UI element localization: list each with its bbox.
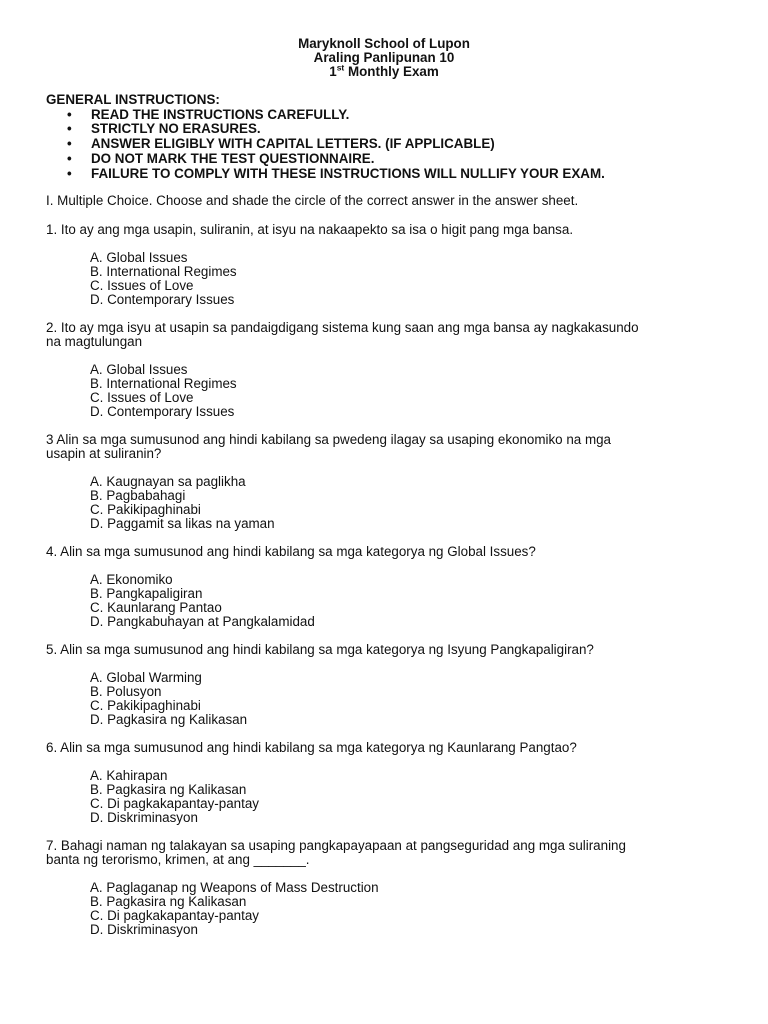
question-stem: 4. Alin sa mga sumusunod ang hindi kabilang sa mga kategorya ng Global Issues? xyxy=(46,544,536,559)
choice-a: A. Kahirapan xyxy=(90,768,168,783)
question-stem: 2. Ito ay mga isyu at usapin sa pandaigdigang sistema kung saan ang mga bansa ay nagkakasundo na magtulungan xyxy=(46,320,639,349)
choice-c: C. Issues of Love xyxy=(90,278,194,293)
choice-c: C. Kaunlarang Pantao xyxy=(90,600,222,615)
instructions-list xyxy=(46,108,605,182)
exam-header xyxy=(0,37,768,79)
choice-d: D. Contemporary Issues xyxy=(90,292,235,307)
choice-d: D. Contemporary Issues xyxy=(90,404,235,419)
instruction-item: • STRICTLY NO ERASURES. xyxy=(67,121,261,137)
question-stem: 7. Bahagi naman ng talakayan sa usaping pangkapayapaan at pangseguridad ang mga suliraning banta ng terorismo, krimen, at ang _______. xyxy=(46,838,626,867)
choice-list xyxy=(46,475,726,531)
bullet-icon: • xyxy=(67,121,72,137)
choice-list xyxy=(46,671,726,727)
choice-list xyxy=(46,573,726,629)
question-2 xyxy=(46,321,726,419)
choice-d: D. Pangkabuhayan at Pangkalamidad xyxy=(90,614,315,629)
subject-name: Araling Panlipunan 10 xyxy=(313,50,455,65)
section-title: I. Multiple Choice. Choose and shade the circle of the correct answer in the answer sheet. xyxy=(46,193,579,208)
general-instructions xyxy=(46,93,605,181)
instruction-item: • READ THE INSTRUCTIONS CAREFULLY. xyxy=(67,106,350,122)
instructions-title: GENERAL INSTRUCTIONS: xyxy=(46,92,220,107)
bullet-icon: • xyxy=(67,165,72,181)
instruction-item: • ANSWER ELIGIBLY WITH CAPITAL LETTERS. (IF APPLICABLE) xyxy=(67,136,495,152)
question-5 xyxy=(46,643,726,727)
question-stem: 5. Alin sa mga sumusunod ang hindi kabilang sa mga kategorya ng Isyung Pangkapaligiran? xyxy=(46,642,594,657)
exam-label: Monthly Exam xyxy=(344,64,439,79)
bullet-icon: • xyxy=(67,136,72,152)
question-stem: 6. Alin sa mga sumusunod ang hindi kabilang sa mga kategorya ng Kaunlarang Pangtao? xyxy=(46,740,577,755)
instruction-item: • FAILURE TO COMPLY WITH THESE INSTRUCTIONS WILL NULLIFY YOUR EXAM. xyxy=(67,165,605,181)
choice-b: B. Pagkasira ng Kalikasan xyxy=(90,894,247,909)
exam-ordinal: st xyxy=(336,62,345,73)
choice-c: C. Di pagkakapantay-pantay xyxy=(90,908,259,923)
choice-list xyxy=(46,363,726,419)
choice-list xyxy=(46,251,726,307)
choice-d: D. Diskriminasyon xyxy=(90,810,198,825)
choice-d: D. Pagkasira ng Kalikasan xyxy=(90,712,248,727)
choice-list xyxy=(46,881,726,937)
choice-c: C. Di pagkakapantay-pantay xyxy=(90,796,259,811)
question-stem: 3 Alin sa mga sumusunod ang hindi kabilang sa pwedeng ilagay sa usaping ekonomiko na mga usapin at suliranin? xyxy=(46,432,612,461)
choice-c: C. Pakikipaghinabi xyxy=(90,698,201,713)
exam-title xyxy=(0,62,768,79)
question-7 xyxy=(46,839,726,937)
school-name: Maryknoll School of Lupon xyxy=(298,36,470,51)
choice-c: C. Issues of Love xyxy=(90,390,194,405)
choice-a: A. Global Warming xyxy=(90,670,202,685)
question-1 xyxy=(46,223,726,307)
question-3 xyxy=(46,433,726,531)
choice-a: A. Global Issues xyxy=(90,362,188,377)
question-6 xyxy=(46,741,726,825)
choice-b: B. Pagkasira ng Kalikasan xyxy=(90,782,247,797)
choice-a: A. Global Issues xyxy=(90,250,188,265)
bullet-icon: • xyxy=(67,106,72,122)
choice-list xyxy=(46,769,726,825)
question-4 xyxy=(46,545,726,629)
choice-d: D. Paggamit sa likas na yaman xyxy=(90,516,275,531)
bullet-icon: • xyxy=(67,150,72,166)
choice-a: A. Paglaganap ng Weapons of Mass Destruction xyxy=(90,880,379,895)
exam-number: 1 xyxy=(329,64,337,79)
choice-b: B. Pagbabahagi xyxy=(90,488,186,503)
choice-b: B. International Regimes xyxy=(90,264,237,279)
choice-a: A. Kaugnayan sa paglikha xyxy=(90,474,246,489)
choice-b: B. International Regimes xyxy=(90,376,237,391)
instruction-item: • DO NOT MARK THE TEST QUESTIONNAIRE. xyxy=(67,150,375,166)
choice-a: A. Ekonomiko xyxy=(90,572,173,587)
choice-b: B. Polusyon xyxy=(90,684,162,699)
choice-b: B. Pangkapaligiran xyxy=(90,586,203,601)
choice-d: D. Diskriminasyon xyxy=(90,922,198,937)
choice-c: C. Pakikipaghinabi xyxy=(90,502,201,517)
question-stem: 1. Ito ay ang mga usapin, suliranin, at isyu na nakaapekto sa isa o higit pang mga bansa. xyxy=(46,222,574,237)
